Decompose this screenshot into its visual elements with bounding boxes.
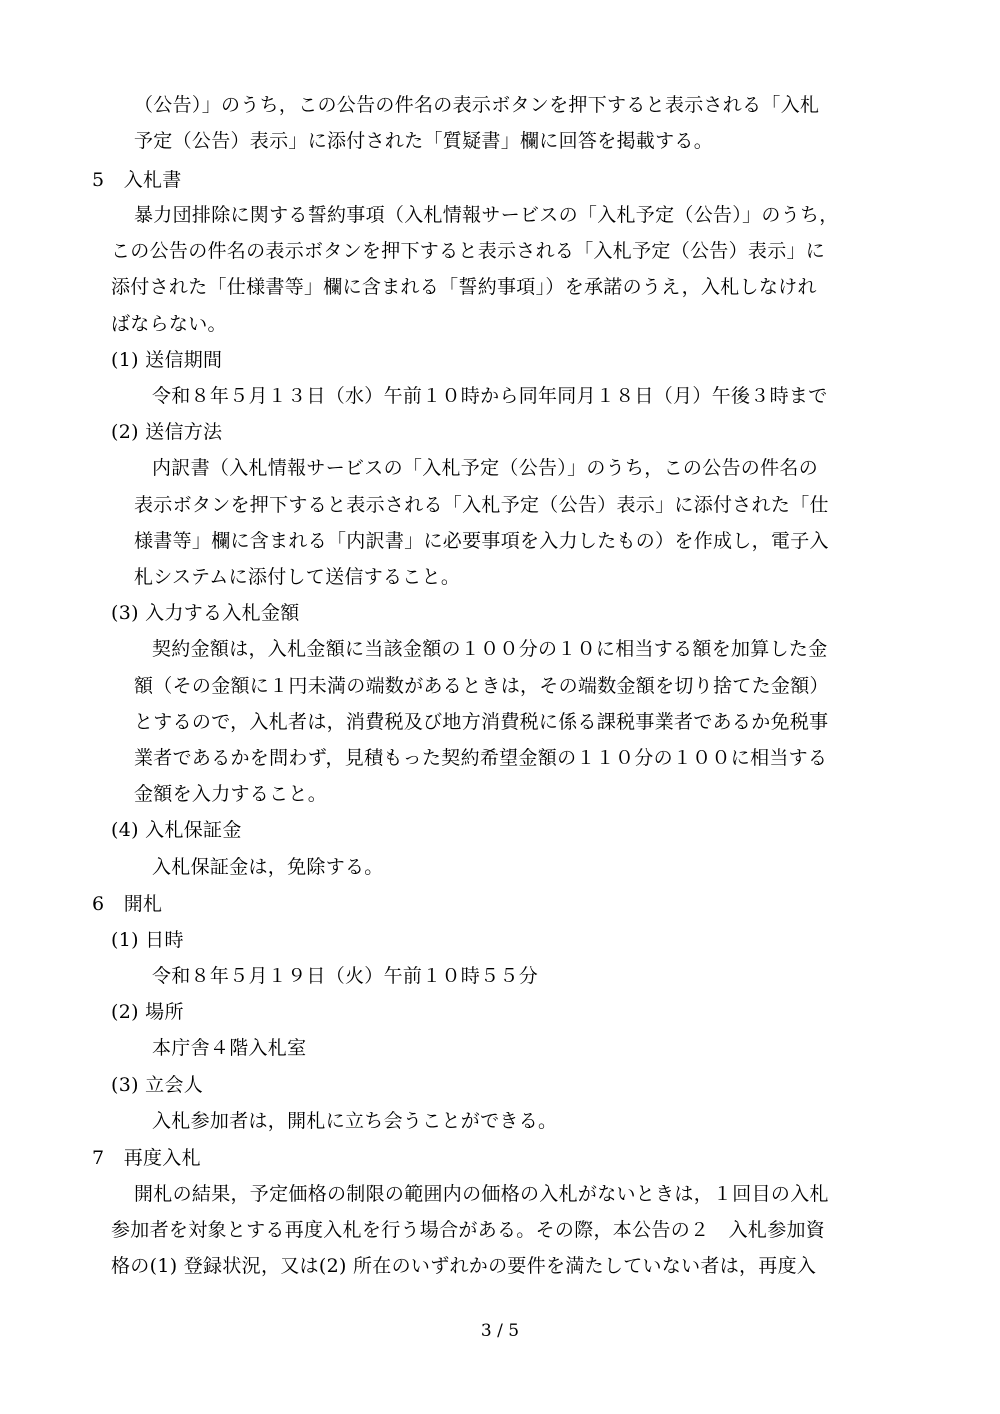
subsection-heading: (1) 送信期間 xyxy=(111,349,223,371)
body-line: 予定（公告）表示」に添付された「質疑書」欄に回答を掲載する。 xyxy=(134,130,714,152)
body-line: 様書等」欄に含まれる「内訳書」に必要事項を入力したもの）を作成し，電子入 xyxy=(134,530,829,552)
subsection-heading: (3) 立会人 xyxy=(111,1074,204,1096)
body-line: 額（その金額に１円未満の端数があるときは，その端数金額を切り捨てた金額） xyxy=(134,675,829,697)
section-heading: 7 再度入札 xyxy=(92,1147,201,1169)
body-line: 開札の結果，予定価格の制限の範囲内の価格の入札がないときは，１回目の入札 xyxy=(134,1183,829,1205)
body-line: 入札保証金は，免除する。 xyxy=(152,856,384,878)
body-line: 暴力団排除に関する誓約事項（入札情報サービスの「入札予定（公告）」のうち， xyxy=(134,204,839,226)
body-line: 参加者を対象とする再度入札を行う場合がある。その際，本公告の２ 入札参加資 xyxy=(111,1219,826,1241)
body-line: 金額を入力すること。 xyxy=(134,783,328,805)
page-number: 3 / 5 xyxy=(480,1321,520,1341)
body-line: 内訳書（入札情報サービスの「入札予定（公告）」のうち，この公告の件名の xyxy=(152,457,819,479)
body-line: 令和８年５月１９日（火）午前１０時５５分 xyxy=(152,965,539,987)
section-heading: 5 入札書 xyxy=(92,169,182,191)
subsection-heading: (2) 送信方法 xyxy=(111,421,223,443)
body-line: 本庁舎４階入札室 xyxy=(152,1037,307,1059)
body-line: とするので，入札者は，消費税及び地方消費税に係る課税事業者であるか免税事 xyxy=(134,711,829,733)
subsection-heading: (3) 入力する入札金額 xyxy=(111,602,300,624)
body-line: 格の(1) 登録状況，又は(2) 所在のいずれかの要件を満たしていない者は，再度入 xyxy=(111,1255,817,1277)
body-line: ばならない。 xyxy=(111,313,227,335)
body-line: 令和８年５月１３日（水）午前１０時から同年同月１８日（月）午後３時まで xyxy=(152,385,828,407)
body-line: この公告の件名の表示ボタンを押下すると表示される「入札予定（公告）表示」に xyxy=(111,240,826,262)
section-heading: 6 開札 xyxy=(92,893,163,915)
body-line: 契約金額は，入札金額に当該金額の１００分の１０に相当する額を加算した金 xyxy=(152,638,828,660)
body-line: 業者であるかを問わず，見積もった契約希望金額の１１０分の１００に相当する xyxy=(134,747,828,769)
subsection-heading: (1) 日時 xyxy=(111,929,184,951)
subsection-heading: (2) 場所 xyxy=(111,1001,184,1023)
body-line: 添付された「仕様書等」欄に含まれる「誓約事項」）を承諾のうえ，入札しなけれ xyxy=(111,276,817,298)
body-line: 札システムに添付して送信すること。 xyxy=(134,566,461,588)
body-line: （公告）」のうち，この公告の件名の表示ボタンを押下すると表示される「入札 xyxy=(134,94,820,116)
body-line: 入札参加者は，開札に立ち会うことができる。 xyxy=(152,1110,558,1132)
subsection-heading: (4) 入札保証金 xyxy=(111,819,242,841)
body-line: 表示ボタンを押下すると表示される「入札予定（公告）表示」に添付された「仕 xyxy=(134,494,829,516)
